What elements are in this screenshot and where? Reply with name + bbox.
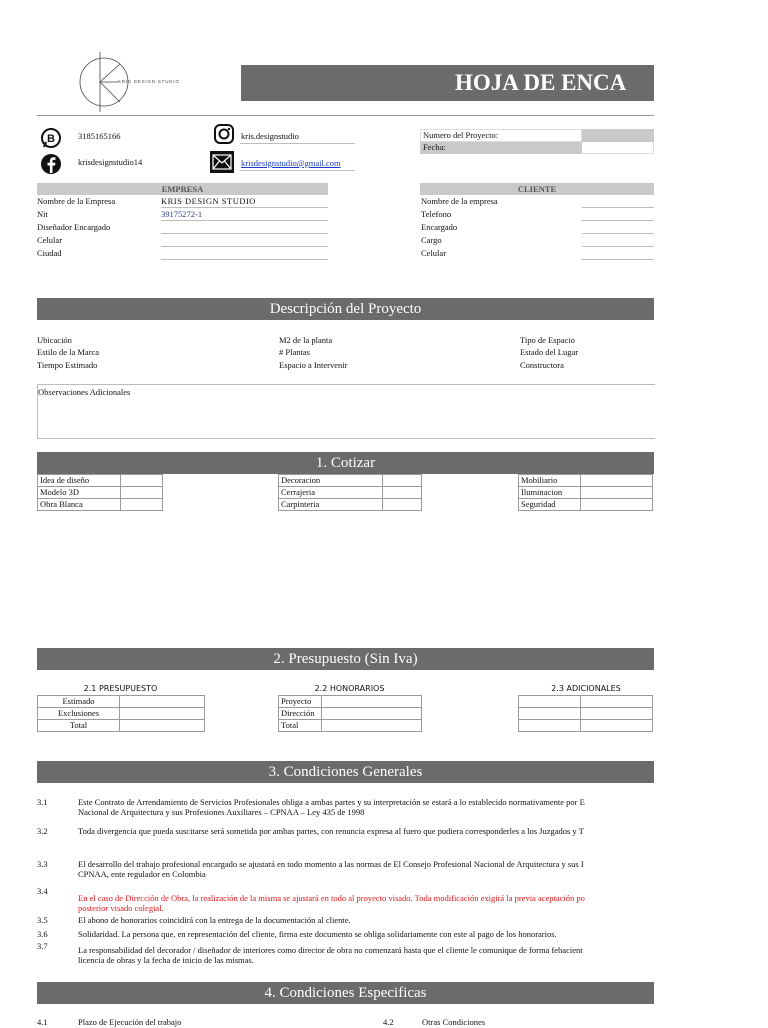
cliente-label-2: Encargado [421,222,458,232]
facebook-icon [40,153,62,175]
cliente-label-4: Celular [421,248,447,258]
esp-4-1-text: Plazo de Ejecución del trabajo [78,1017,182,1027]
observaciones-label: Observaciones Adicionales [38,387,131,397]
adicionales-cell-2a[interactable] [519,720,581,732]
empresa-line-4 [161,259,328,260]
cotizar-seguridad-check[interactable] [581,499,653,511]
cond-3-7-num: 3.7 [37,941,48,951]
adicionales-cell-2b[interactable] [581,720,653,732]
cond-3-1-line-2: Nacional de Arquitectura y sus Profesiones Auxiliares – CPNAA – Ley 435 de 1998 [78,807,365,817]
presupuesto-exclusiones-label: Exclusiones [38,708,120,720]
cond-3-2-num: 3.2 [37,826,48,836]
cotizar-modelo-check[interactable] [121,487,163,499]
title-bar [241,65,654,101]
presupuesto-exclusiones-value[interactable] [120,708,205,720]
numero-proyecto-field[interactable] [582,130,654,142]
empresa-line-1 [161,220,328,221]
especificas-header: 4. Condiciones Especificas [37,982,654,1004]
logo-text: KRIS DESIGN STUDIO [118,79,180,84]
cliente-line-2[interactable] [582,233,654,234]
cond-3-5-num: 3.5 [37,915,48,925]
cotizar-table-2 [278,474,422,511]
cond-3-6-num: 3.6 [37,929,48,939]
cond-3-3-line-1: El desarrollo del trabajo profesional encargado se ajustará en todo momento a las normas de El Consejo Profesional Nacional de Arquitectura y sus I [78,859,584,869]
cond-3-1-line-1: Este Contrato de Arrendamiento de Servicios Profesionales obliga a ambas partes y su interpretación se estará a lo establecido normativamente por E [78,797,585,807]
desc-constructora: Constructora [520,360,564,370]
honorarios-total-label: Total [279,720,322,732]
cond-3-4-num: 3.4 [37,886,48,896]
fecha-label: Fecha: [421,142,582,154]
cliente-line-1[interactable] [582,220,654,221]
instagram-handle: kris.designstudio [241,131,299,141]
desc-estado: Estado del Lugar [520,347,579,357]
email-link[interactable]: krisdesignstudio@gmail.com [241,158,341,168]
cliente-label-0: Nombre de la empresa [421,196,498,206]
desc-espacio: Espacio a Intervenir [279,360,348,370]
desc-ubicacion: Ubicación [37,335,72,345]
empresa-name-value[interactable]: KRIS DESIGN STUDIO [161,196,256,206]
honorarios-proyecto-value[interactable] [322,696,422,708]
desc-estilo: Estilo de la Marca [37,347,100,357]
cotizar-obra-check[interactable] [121,499,163,511]
cond-3-3-line-2: CPNAA, ente regulador en Colombia [78,869,206,879]
esp-4-2-text: Otras Condiciones [422,1017,486,1027]
cotizar-carpinteria-label: Carpinteria [279,499,383,511]
esp-4-1-num: 4.1 [37,1017,48,1027]
cliente-line-0[interactable] [582,207,654,208]
cotizar-decoracion-check[interactable] [383,475,422,487]
cond-3-2-line-1: Toda divergencia que pueda suscitarse será sometida por ambas partes, con renuncia expresa al fuero que pudiera corresponderles a los Juzgados y T [78,826,584,836]
cotizar-cerrajeria-label: Cerrajeria [279,487,383,499]
cond-3-4-line-2: posterior visado colegial. [78,903,164,913]
cond-3-7-line-1: La responsabilidad del decorador / diseñador de interiores como director de obra no comenzará hasta que el cliente le comunique de forma fehacient [78,945,583,955]
empresa-line-3 [161,246,328,247]
cliente-line-4[interactable] [582,259,654,260]
cotizar-table-3 [518,474,653,511]
presupuesto-total-label: Total [38,720,120,732]
presupuesto-sub-3: 2.3 ADICIONALES [551,684,621,693]
instagram-icon [213,123,235,145]
desc-tipo: Tipo de Espacio [520,335,575,345]
project-meta-table [420,129,654,154]
cond-3-1-num: 3.1 [37,797,48,807]
condiciones-header: 3. Condiciones Generales [37,761,654,783]
esp-4-2-num: 4.2 [383,1017,394,1027]
email-underline [240,170,355,171]
fecha-field[interactable] [582,142,654,154]
presupuesto-sub-1: 2.1 PRESUPUESTO [83,684,158,693]
header-divider [37,115,654,116]
cotizar-iluminacion-label: Iluminacion [519,487,581,499]
adicionales-cell-1b[interactable] [581,708,653,720]
empresa-nit-value[interactable]: 39175272-1 [161,209,203,219]
svg-text:B: B [47,133,55,145]
cliente-line-3[interactable] [582,246,654,247]
whatsapp-number: 3185165166 [78,131,121,141]
cotizar-carpinteria-check[interactable] [383,499,422,511]
adicionales-cell-0b[interactable] [581,696,653,708]
adicionales-cell-0a[interactable] [519,696,581,708]
desc-m2: M2 de la planta [279,335,333,345]
honorarios-proyecto-label: Proyecto [279,696,322,708]
cotizar-mobiliario-label: Mobiliario [519,475,581,487]
cotizar-obra-label: Obra Blanca [38,499,121,511]
desc-plantas: # Plantas [279,347,310,357]
empresa-header: EMPRESA [37,183,328,195]
cond-3-3-num: 3.3 [37,859,48,869]
descripcion-header: Descripción del Proyecto [37,298,654,320]
cond-3-7-line-2: licencia de obras y la fecha de inicio de las mismas. [78,955,254,965]
observaciones-box[interactable] [37,384,655,439]
cotizar-decoracion-label: Decoracion [279,475,383,487]
cliente-label-1: Telefono [421,209,452,219]
cliente-header: CLIENTE [420,183,654,195]
cotizar-seguridad-label: Seguridad [519,499,581,511]
presupuesto-total-value[interactable] [120,720,205,732]
empresa-line-2 [161,233,328,234]
cotizar-table-1 [37,474,163,511]
cond-3-4-line-1: En el caso de Dirección de Obra, la realización de la misma se ajustará en todo al proyecto visado. Toda modificación exigirá la previa aceptación po [78,893,585,903]
desc-tiempo: Tiempo Estimado [37,360,98,370]
honorarios-direccion-label: Dirección [279,708,322,720]
empresa-label-2: Diseñador Encargado [37,222,111,232]
cotizar-modelo-label: Modelo 3D [38,487,121,499]
cotizar-iluminacion-check[interactable] [581,487,653,499]
empresa-label-1: Nit [37,209,48,219]
honorarios-direccion-value[interactable] [322,708,422,720]
cotizar-idea-label: Idea de diseño [38,475,121,487]
facebook-handle: krisdesignstudio14 [78,157,143,167]
presupuesto-estimado-value[interactable] [120,696,205,708]
instagram-underline [240,143,355,144]
honorarios-total-value[interactable] [322,720,422,732]
honorarios-table [278,695,422,732]
presupuesto-header: 2. Presupuesto (Sin Iva) [37,648,654,670]
adicionales-cell-1a[interactable] [519,708,581,720]
empresa-line-0 [161,207,328,208]
cotizar-header: 1. Cotizar [37,452,654,474]
numero-proyecto-label: Numero del Proyecto: [421,130,582,142]
empresa-label-3: Celular [37,235,63,245]
cotizar-cerrajeria-check[interactable] [383,487,422,499]
email-icon [209,150,235,174]
whatsapp-icon [40,127,62,149]
cotizar-idea-check[interactable] [121,475,163,487]
cliente-label-3: Cargo [421,235,442,245]
cotizar-mobiliario-check[interactable] [581,475,653,487]
presupuesto-table [37,695,205,732]
adicionales-table [518,695,653,732]
presupuesto-sub-2: 2.2 HONORARIOS [314,684,385,693]
presupuesto-estimado-label: Estimado [38,696,120,708]
cond-3-6-line-1: Solidaridad. La persona que, en representación del cliente, firma este documento se obliga solidariamente con este al pago de los honorarios. [78,929,557,939]
page-title: HOJA DE ENCA [455,70,627,95]
empresa-label-4: Ciudad [37,248,62,258]
empresa-label-0: Nombre de la Empresa [37,196,116,206]
cond-3-5-line-1: El abono de honorarios coincidirá con la entrega de la documentación al cliente. [78,915,351,925]
